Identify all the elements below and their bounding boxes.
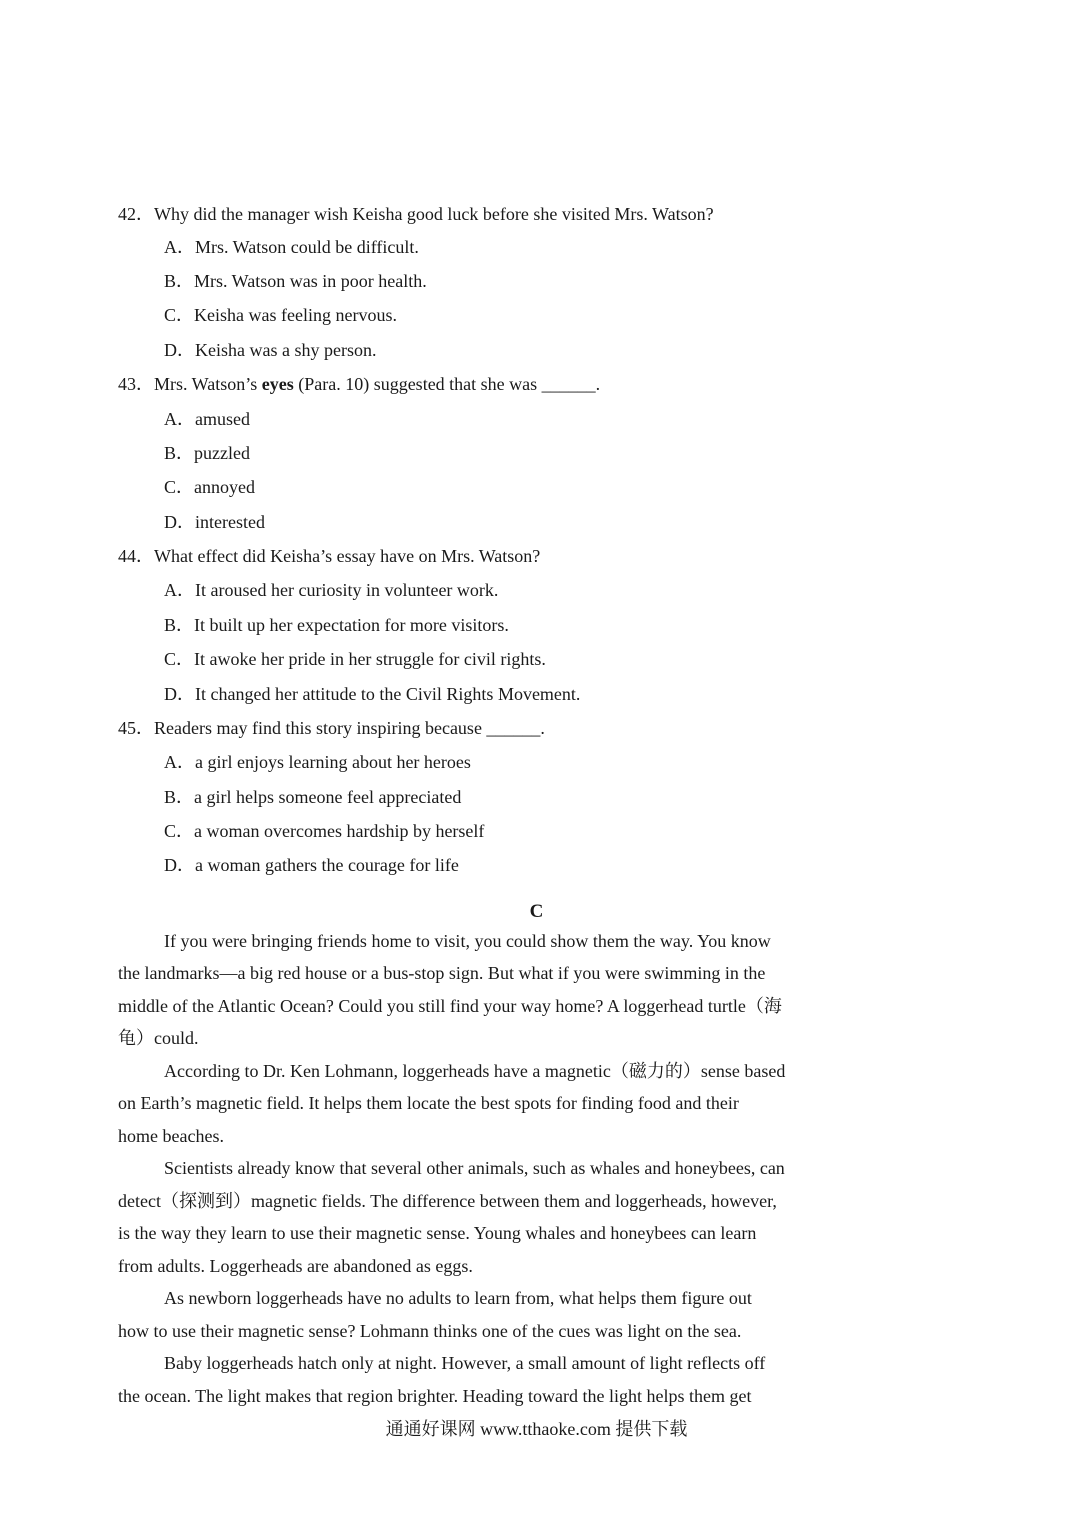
question-42-option-d: D．Keisha was a shy person. (164, 340, 377, 360)
question-43-option-a: A．amused (164, 409, 250, 429)
question-43-stem-suffix: (Para. 10) suggested that she was ______. (293, 374, 601, 394)
question-45-option-a: A．a girl enjoys learning about her heroes (164, 752, 471, 772)
question-44-option-d: D．It changed her attitude to the Civil Rights Movement. (164, 684, 581, 704)
question-43-option-c: C．annoyed (164, 477, 255, 497)
question-42-stem: 42．Why did the manager wish Keisha good luck before she visited Mrs. Watson? (118, 204, 714, 224)
passage-line: the ocean. The light makes that region brighter. Heading toward the light helps them get (118, 1386, 752, 1406)
question-42-option-b: B．Mrs. Watson was in poor health. (164, 271, 427, 291)
question-43-stem-bold-word: eyes (261, 374, 294, 394)
section-title: C (529, 901, 544, 922)
question-45-option-b: B．a girl helps someone feel appreciated (164, 787, 462, 807)
passage-line: If you were bringing friends home to visit, you could show them the way. You know (164, 931, 771, 951)
question-43-option-d: D．interested (164, 512, 265, 532)
passage-line: middle of the Atlantic Ocean? Could you still find your way home? A loggerhead turtle（海 (118, 996, 782, 1016)
question-43-stem-prefix: 43．Mrs. Watson’s (118, 374, 262, 394)
passage-line: 龟）could. (118, 1028, 199, 1048)
passage-line: the landmarks—a big red house or a bus-stop sign. But what if you were swimming in the (118, 963, 766, 983)
passage-line: is the way they learn to use their magnetic sense. Young whales and honeybees can learn (118, 1223, 757, 1243)
question-45-option-c: C．a woman overcomes hardship by herself (164, 821, 485, 841)
question-44-option-a: A．It aroused her curiosity in volunteer work. (164, 580, 499, 600)
passage-line: from adults. Loggerheads are abandoned as eggs. (118, 1256, 473, 1276)
passage-line: home beaches. (118, 1126, 224, 1146)
passage-line: According to Dr. Ken Lohmann, loggerheads have a magnetic（磁力的）sense based (164, 1061, 786, 1081)
question-44-option-b: B．It built up her expectation for more visitors. (164, 615, 509, 635)
question-44-stem: 44．What effect did Keisha’s essay have on Mrs. Watson? (118, 546, 541, 566)
question-42-option-c: C．Keisha was feeling nervous. (164, 305, 397, 325)
passage-line: detect（探测到）magnetic fields. The difference between them and loggerheads, however, (118, 1191, 777, 1211)
question-43-stem (118, 373, 600, 395)
passage-line: how to use their magnetic sense? Lohmann thinks one of the cues was light on the sea. (118, 1321, 742, 1341)
question-42-option-a: A．Mrs. Watson could be difficult. (164, 237, 419, 257)
passage-line: Scientists already know that several other animals, such as whales and honeybees, can (164, 1158, 785, 1178)
question-43-option-b: B．puzzled (164, 443, 250, 463)
passage-line: As newborn loggerheads have no adults to learn from, what helps them figure out (164, 1288, 752, 1308)
passage-line: on Earth’s magnetic field. It helps them locate the best spots for finding food and their (118, 1093, 739, 1113)
question-45-option-d: D．a woman gathers the courage for life (164, 855, 459, 875)
question-45-stem: 45．Readers may find this story inspiring because ______. (118, 718, 545, 738)
passage-line: Baby loggerheads hatch only at night. However, a small amount of light reflects off (164, 1353, 766, 1373)
page-footer: 通通好课网 www.tthaoke.com 提供下载 (385, 1419, 688, 1439)
question-44-option-c: C．It awoke her pride in her struggle for civil rights. (164, 649, 546, 669)
